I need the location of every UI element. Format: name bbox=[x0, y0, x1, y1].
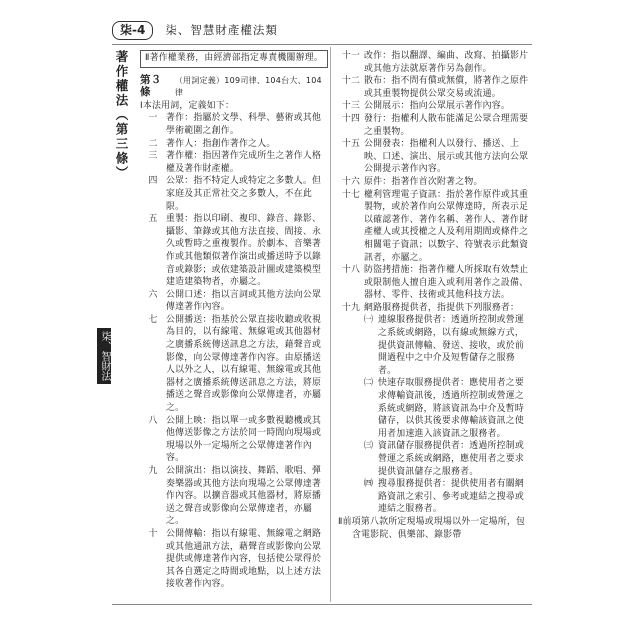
definition-item-number: 十五 bbox=[341, 139, 361, 150]
article-number: 第３條 bbox=[140, 73, 162, 99]
left-column bbox=[140, 50, 328, 591]
definition-item-number: 十八 bbox=[341, 265, 361, 276]
sub-item-number: ㈣ bbox=[364, 479, 374, 490]
definition-list-continued bbox=[338, 50, 532, 314]
sub-item bbox=[338, 314, 532, 377]
definition-item-text: 著作人：指創作著作之人。 bbox=[166, 138, 276, 149]
running-header bbox=[112, 20, 278, 40]
definition-item bbox=[140, 289, 328, 314]
definition-item bbox=[140, 528, 328, 591]
definition-item-text: 權利管理電子資訊：指於著作原件或其重製物，或於著作向公眾傳達時，所表示足以確認著作、著作名稱、著作人、著作財產權人或其授權之人及利用期間或條件之相關電子資訊；以數字、符號表示此類資訊者，亦屬之。 bbox=[364, 189, 529, 263]
definition-item bbox=[338, 176, 532, 189]
definition-item-text: 公開口述：指以言詞或其他方法向公眾傳達著作內容。 bbox=[166, 289, 322, 313]
column-divider bbox=[330, 47, 331, 602]
definition-item-number: 六 bbox=[148, 289, 158, 300]
section-thumb-tab: 柒、智財法類 bbox=[97, 328, 111, 384]
definition-item-number: 十六 bbox=[341, 176, 361, 187]
sub-item-text: 搜尋服務提供者：提供使用者有關網路資訊之索引、參考或連結之搜尋或連結之服務者。 bbox=[378, 479, 524, 515]
definition-item bbox=[140, 213, 328, 289]
sub-item-number: ㈢ bbox=[364, 441, 374, 452]
header-rule bbox=[112, 44, 532, 45]
definition-item bbox=[338, 189, 532, 265]
definition-item-number: 十九 bbox=[341, 302, 361, 313]
definition-item bbox=[338, 302, 532, 315]
sub-item bbox=[338, 478, 532, 516]
paragraph-two: Ⅱ前項第八款所定現場或現場以外一定場所，包含電影院、俱樂部、錄影帶 bbox=[338, 516, 526, 540]
definition-item bbox=[140, 150, 328, 175]
definition-item-text: 公開上映：指以單一或多數視聽機或其他傳送影像之方法於同一時間向現場或現場以外一定場所之公眾傳達著作內容。 bbox=[166, 415, 322, 464]
definition-item-text: 發行：指權利人散布能滿足公眾合理需要之重製物。 bbox=[364, 113, 529, 137]
definition-list bbox=[140, 112, 328, 591]
definition-item-number: 十三 bbox=[341, 101, 361, 112]
definition-item-text: 公開發表：指權利人以發行、播送、上映、口述、演出、展示或其他方法向公眾公開提示著作內容。 bbox=[364, 139, 529, 175]
definition-item-text: 網路服務提供者，指提供下列服務者： bbox=[364, 302, 520, 313]
definition-item bbox=[140, 314, 328, 415]
definition-item-number: 十四 bbox=[341, 113, 361, 124]
definition-item-number: 十七 bbox=[341, 189, 361, 200]
chapter-title: 柒、智慧財產權法類 bbox=[165, 23, 278, 37]
definition-item bbox=[140, 175, 328, 213]
sub-item-text: 快速存取服務提供者：應使用者之要求傳輸資訊後，透過所控制或營運之系統或網路，將該資訊為中介及暫時儲存，以供其後要求傳輸該資訊之使用者加速進入該資訊之服務者。 bbox=[378, 378, 524, 439]
sub-item-number: ㈡ bbox=[364, 378, 374, 389]
definition-item-text: 原件：指著作首次附著之物。 bbox=[364, 176, 483, 187]
definition-item-text: 公開演出：指以演技、舞蹈、歌唱、彈奏樂器或其他方法向現場之公眾傳達著作內容。以擴音器或其他器材，將原播送之聲音或影像向公眾傳達者，亦屬之。 bbox=[166, 466, 322, 527]
footer-rule bbox=[112, 604, 532, 605]
definition-item-number: 三 bbox=[148, 151, 158, 162]
article-amendments: （用詞定義）109司律、104台大、104律 bbox=[174, 75, 322, 98]
definition-item-text: 公開播送：指基於公眾直接收聽或收視為目的，以有線電、無線電或其他器材之廣播系統傳送訊息之方法，藉聲音或影像，向公眾傳達著作內容。由原播送人以外之人，以有線電、無線電或其他器材之廣播系統傳送訊息之方法，將原播送之聲音或影像向公眾傳達者，亦屬之。 bbox=[166, 314, 322, 414]
definition-item-text: 改作：指以翻譯、編曲、改寫、拍攝影片或其他方法就原著作另為創作。 bbox=[364, 51, 529, 74]
definition-item-number: 五 bbox=[148, 214, 158, 225]
definition-item-text: 著作：指屬於文學、科學、藝術或其他學術範圍之創作。 bbox=[166, 113, 322, 136]
definition-item-number: 八 bbox=[148, 415, 158, 426]
definition-item bbox=[140, 112, 328, 137]
sub-item bbox=[338, 377, 532, 440]
definition-item-number: 七 bbox=[148, 314, 158, 325]
definition-item-number: 二 bbox=[148, 138, 158, 149]
definition-item bbox=[338, 138, 532, 176]
sub-item-number: ㈠ bbox=[364, 315, 374, 326]
definition-item-number: 十一 bbox=[341, 51, 361, 61]
definition-item-text: 散布：指不問有償或無償，將著作之原件或其重製物提供公眾交易或流通。 bbox=[364, 76, 529, 99]
definition-item-number: 四 bbox=[148, 176, 158, 187]
law-title-vertical: 著作權法（第三條） bbox=[114, 50, 129, 181]
sub-item-text: 資訊儲存服務提供者：透過所控制或營運之系統或網路，應使用者之要求提供資訊儲存之服務者。 bbox=[378, 441, 524, 477]
definition-item-text: 公眾：指不特定人或特定之多數人。但家庭及其正常社交之多數人，不在此限。 bbox=[166, 176, 322, 212]
definition-item bbox=[140, 465, 328, 528]
article-intro: Ⅰ本法用詞，定義如下： bbox=[140, 100, 235, 111]
definition-item-number: 九 bbox=[148, 466, 158, 476]
definition-item bbox=[338, 50, 532, 75]
sub-item bbox=[338, 440, 532, 478]
definition-item-text: 公開傳輸：指以有線電、無線電之網路或其他通訊方法，藉聲音或影像向公眾提供或傳達著作內容，包括使公眾得於其各自選定之時間或地點，以上述方法接收著作內容。 bbox=[166, 528, 322, 590]
definition-item-text: 防盜拷措施：指著作權人所採取有效禁止或限制他人擅自進入或利用著作之設備、器材、零件、技術或其他科技方法。 bbox=[364, 265, 529, 301]
definition-item bbox=[140, 415, 328, 465]
note-box: Ⅱ著作權業務，由經濟部指定專責機關辦理。 bbox=[140, 50, 328, 68]
sub-item-text: 連線服務提供者：透過所控制或營運之系統或網路，以有線或無線方式，提供資訊傳輸、發送、接收，或於前開過程中之中介及短暫儲存之服務者。 bbox=[378, 315, 524, 376]
definition-item bbox=[338, 100, 532, 113]
page-tab: 柒-4 bbox=[112, 21, 153, 40]
definition-item-text: 著作權：指因著作完成所生之著作人格權及著作財產權。 bbox=[166, 151, 322, 174]
definition-item bbox=[140, 138, 328, 151]
definition-item-text: 公開展示：指向公眾展示著作內容。 bbox=[364, 101, 510, 112]
definition-item bbox=[338, 264, 532, 302]
definition-item bbox=[338, 113, 532, 138]
right-column bbox=[338, 50, 532, 541]
definition-item-number: 一 bbox=[148, 113, 158, 124]
article-heading bbox=[140, 74, 328, 100]
definition-item-text: 重製：指以印刷、複印、錄音、錄影、攝影、筆錄或其他方法直接、間接、永久或暫時之重複製作。於劇本、音樂著作或其他類似著作演出或播送時予以錄音或錄影；或依建築設計圖或建築模型建造建築物者，亦屬之。 bbox=[166, 214, 322, 288]
definition-item-number: 十二 bbox=[341, 76, 361, 87]
subitem-list bbox=[338, 314, 532, 516]
definition-item bbox=[338, 75, 532, 100]
definition-item-number: 十 bbox=[148, 528, 158, 539]
